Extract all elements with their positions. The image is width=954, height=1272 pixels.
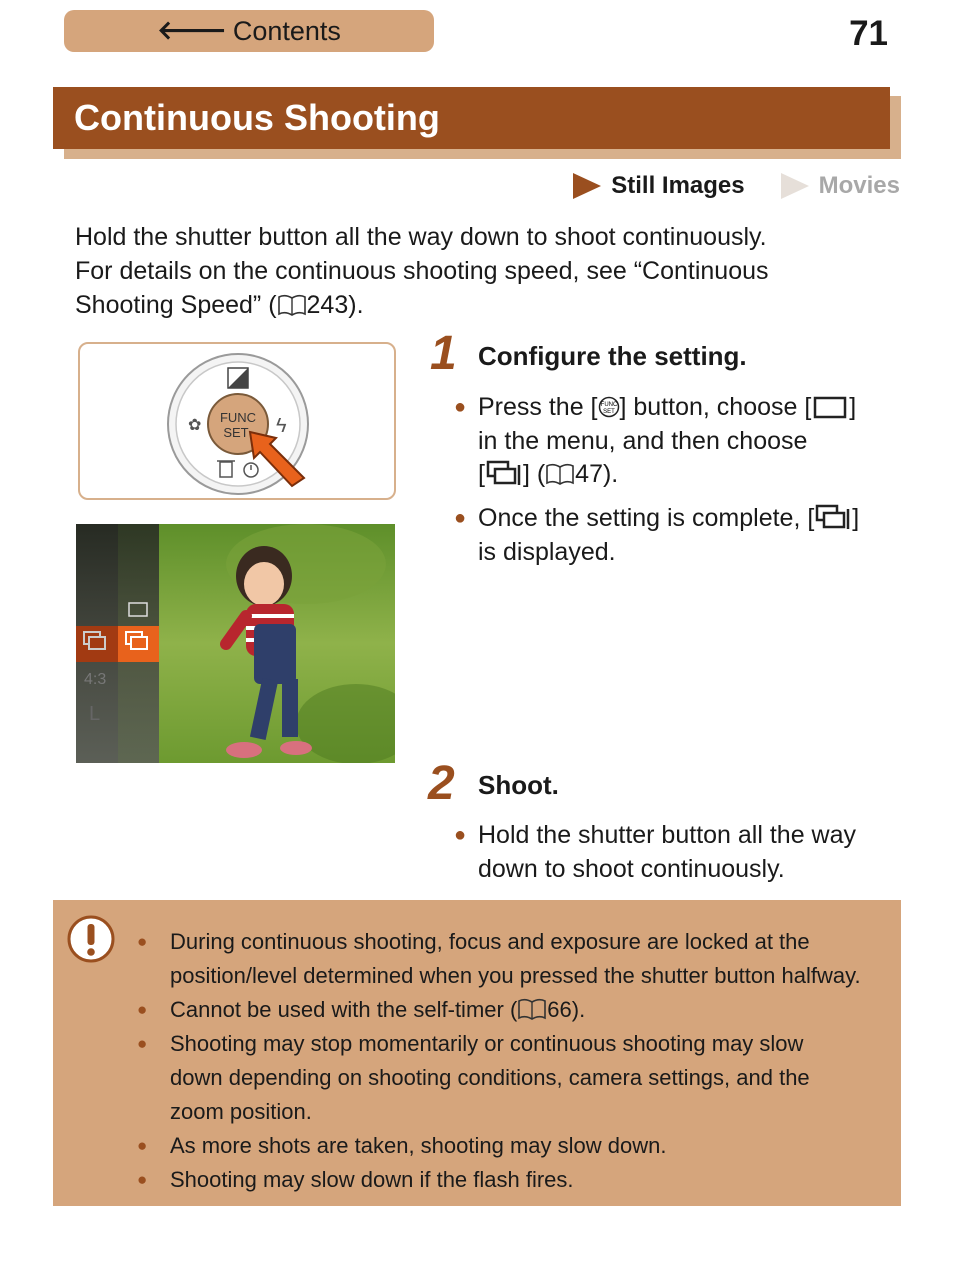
page-number: 71 bbox=[849, 14, 888, 53]
contents-label: Contents bbox=[232, 15, 341, 46]
func-label: FUNC bbox=[219, 410, 257, 425]
step-1-bullet-1 bbox=[454, 391, 908, 492]
intro-line-1: Hold the shutter button all the way down to shoot continuously. bbox=[75, 223, 767, 251]
b2-text-c: is displayed. bbox=[478, 537, 616, 566]
b2-text-a: Once the setting is complete, [ bbox=[478, 504, 815, 532]
control-dial-illustration bbox=[78, 342, 396, 500]
bullet-dot: ● bbox=[137, 1000, 148, 1019]
caution-3-line-2: down depending on shooting conditions, camera settings, and the bbox=[170, 1065, 810, 1090]
single-shooting-icon bbox=[811, 394, 849, 420]
caution-2-text: Cannot be used with the self-timer ( bbox=[170, 997, 518, 1022]
intro-line-3-text: Shooting Speed” ( bbox=[75, 291, 277, 319]
book-reference-icon bbox=[517, 998, 547, 1020]
contents-button[interactable] bbox=[64, 10, 434, 52]
page-link-243[interactable]: 243 bbox=[306, 291, 349, 319]
macro-icon: ✿ bbox=[188, 417, 202, 434]
book-reference-icon bbox=[277, 294, 307, 316]
caution-item bbox=[137, 1163, 890, 1197]
caution-5-line-1: Shooting may slow down if the flash fires. bbox=[170, 1167, 574, 1192]
caution-3-line-1: Shooting may stop momentarily or continuous shooting may slow bbox=[170, 1031, 804, 1056]
intro-line-2: For details on the continuous shooting speed, see “Continuous bbox=[75, 257, 769, 285]
bullet-dot: ● bbox=[137, 1136, 148, 1155]
aspect-ratio-label: 4:3 bbox=[84, 671, 107, 688]
arrow-left-icon: 🡐 bbox=[157, 14, 227, 45]
caution-list bbox=[137, 925, 890, 1197]
page-link-66[interactable]: 66 bbox=[547, 997, 572, 1022]
set-label: SET bbox=[223, 425, 249, 440]
still-images-marker-icon bbox=[573, 173, 601, 199]
caution-1-line-1: During continuous shooting, focus and exposure are locked at the bbox=[170, 929, 810, 954]
mode-still-images: Still Images bbox=[611, 172, 745, 199]
section-title: Continuous Shooting bbox=[53, 87, 890, 149]
s2-text-a: Hold the shutter button all the way bbox=[478, 821, 857, 849]
caution-1-line-2: position/level determined when you pressed the shutter button halfway. bbox=[170, 963, 861, 988]
caution-item bbox=[137, 1129, 890, 1163]
page-link-47[interactable]: 47 bbox=[575, 460, 603, 488]
step-1-bullet-2 bbox=[454, 502, 908, 569]
image-size-label: L bbox=[89, 703, 101, 725]
movies-marker-icon bbox=[781, 173, 809, 199]
svg-text:FUNC: FUNC bbox=[600, 402, 617, 408]
step-2-title: Shoot. bbox=[478, 770, 559, 800]
camera-screen-photo bbox=[76, 524, 395, 763]
bullet-dot: ● bbox=[137, 1170, 148, 1189]
b1-text-d: in the menu, and then choose bbox=[478, 426, 808, 455]
func-set-button-icon bbox=[598, 394, 620, 420]
step-1-number: 1 bbox=[430, 327, 457, 380]
photo-svg bbox=[76, 524, 395, 763]
control-dial-svg bbox=[80, 344, 394, 498]
step-2-bullet-1 bbox=[454, 819, 908, 886]
b1-text-a: Press the [ bbox=[478, 393, 598, 421]
mode-indicators bbox=[573, 172, 900, 200]
b1-text-g: ). bbox=[602, 460, 619, 488]
intro-line-3 bbox=[75, 288, 875, 322]
caution-item bbox=[137, 1027, 890, 1129]
b1-text-e: [ bbox=[478, 460, 485, 488]
step-2-number: 2 bbox=[428, 757, 455, 810]
mode-movies: Movies bbox=[818, 172, 900, 199]
svg-text:SET: SET bbox=[602, 409, 615, 415]
bullet-dot: ● bbox=[454, 507, 467, 529]
b1-text-b: ] button, choose [ bbox=[619, 393, 812, 421]
exclamation-icon bbox=[66, 914, 116, 964]
bullet-dot: ● bbox=[454, 824, 467, 846]
bullet-dot: ● bbox=[454, 396, 467, 418]
exposure-compensation-icon bbox=[228, 368, 248, 388]
step-1-title: Configure the setting. bbox=[478, 341, 747, 371]
caution-item bbox=[137, 925, 890, 993]
b2-text-b: ] bbox=[852, 504, 860, 532]
intro-line-3-end: ). bbox=[348, 291, 364, 319]
s2-text-b: down to shoot continuously. bbox=[478, 854, 785, 883]
intro-text bbox=[75, 220, 875, 322]
flash-icon: ϟ bbox=[276, 415, 287, 437]
caution-4-line-1: As more shots are taken, shooting may slow down. bbox=[170, 1133, 667, 1158]
continuous-shooting-icon bbox=[485, 459, 523, 487]
caution-item bbox=[137, 993, 890, 1027]
b1-text-c: ] bbox=[849, 393, 857, 421]
continuous-shooting-icon bbox=[814, 503, 852, 531]
bullet-dot: ● bbox=[137, 1034, 148, 1053]
caution-2-end: ). bbox=[571, 997, 586, 1022]
b1-text-f: ] ( bbox=[522, 460, 546, 488]
book-reference-icon bbox=[545, 463, 575, 485]
caution-3-line-3: zoom position. bbox=[170, 1099, 312, 1124]
bullet-dot: ● bbox=[137, 932, 148, 951]
